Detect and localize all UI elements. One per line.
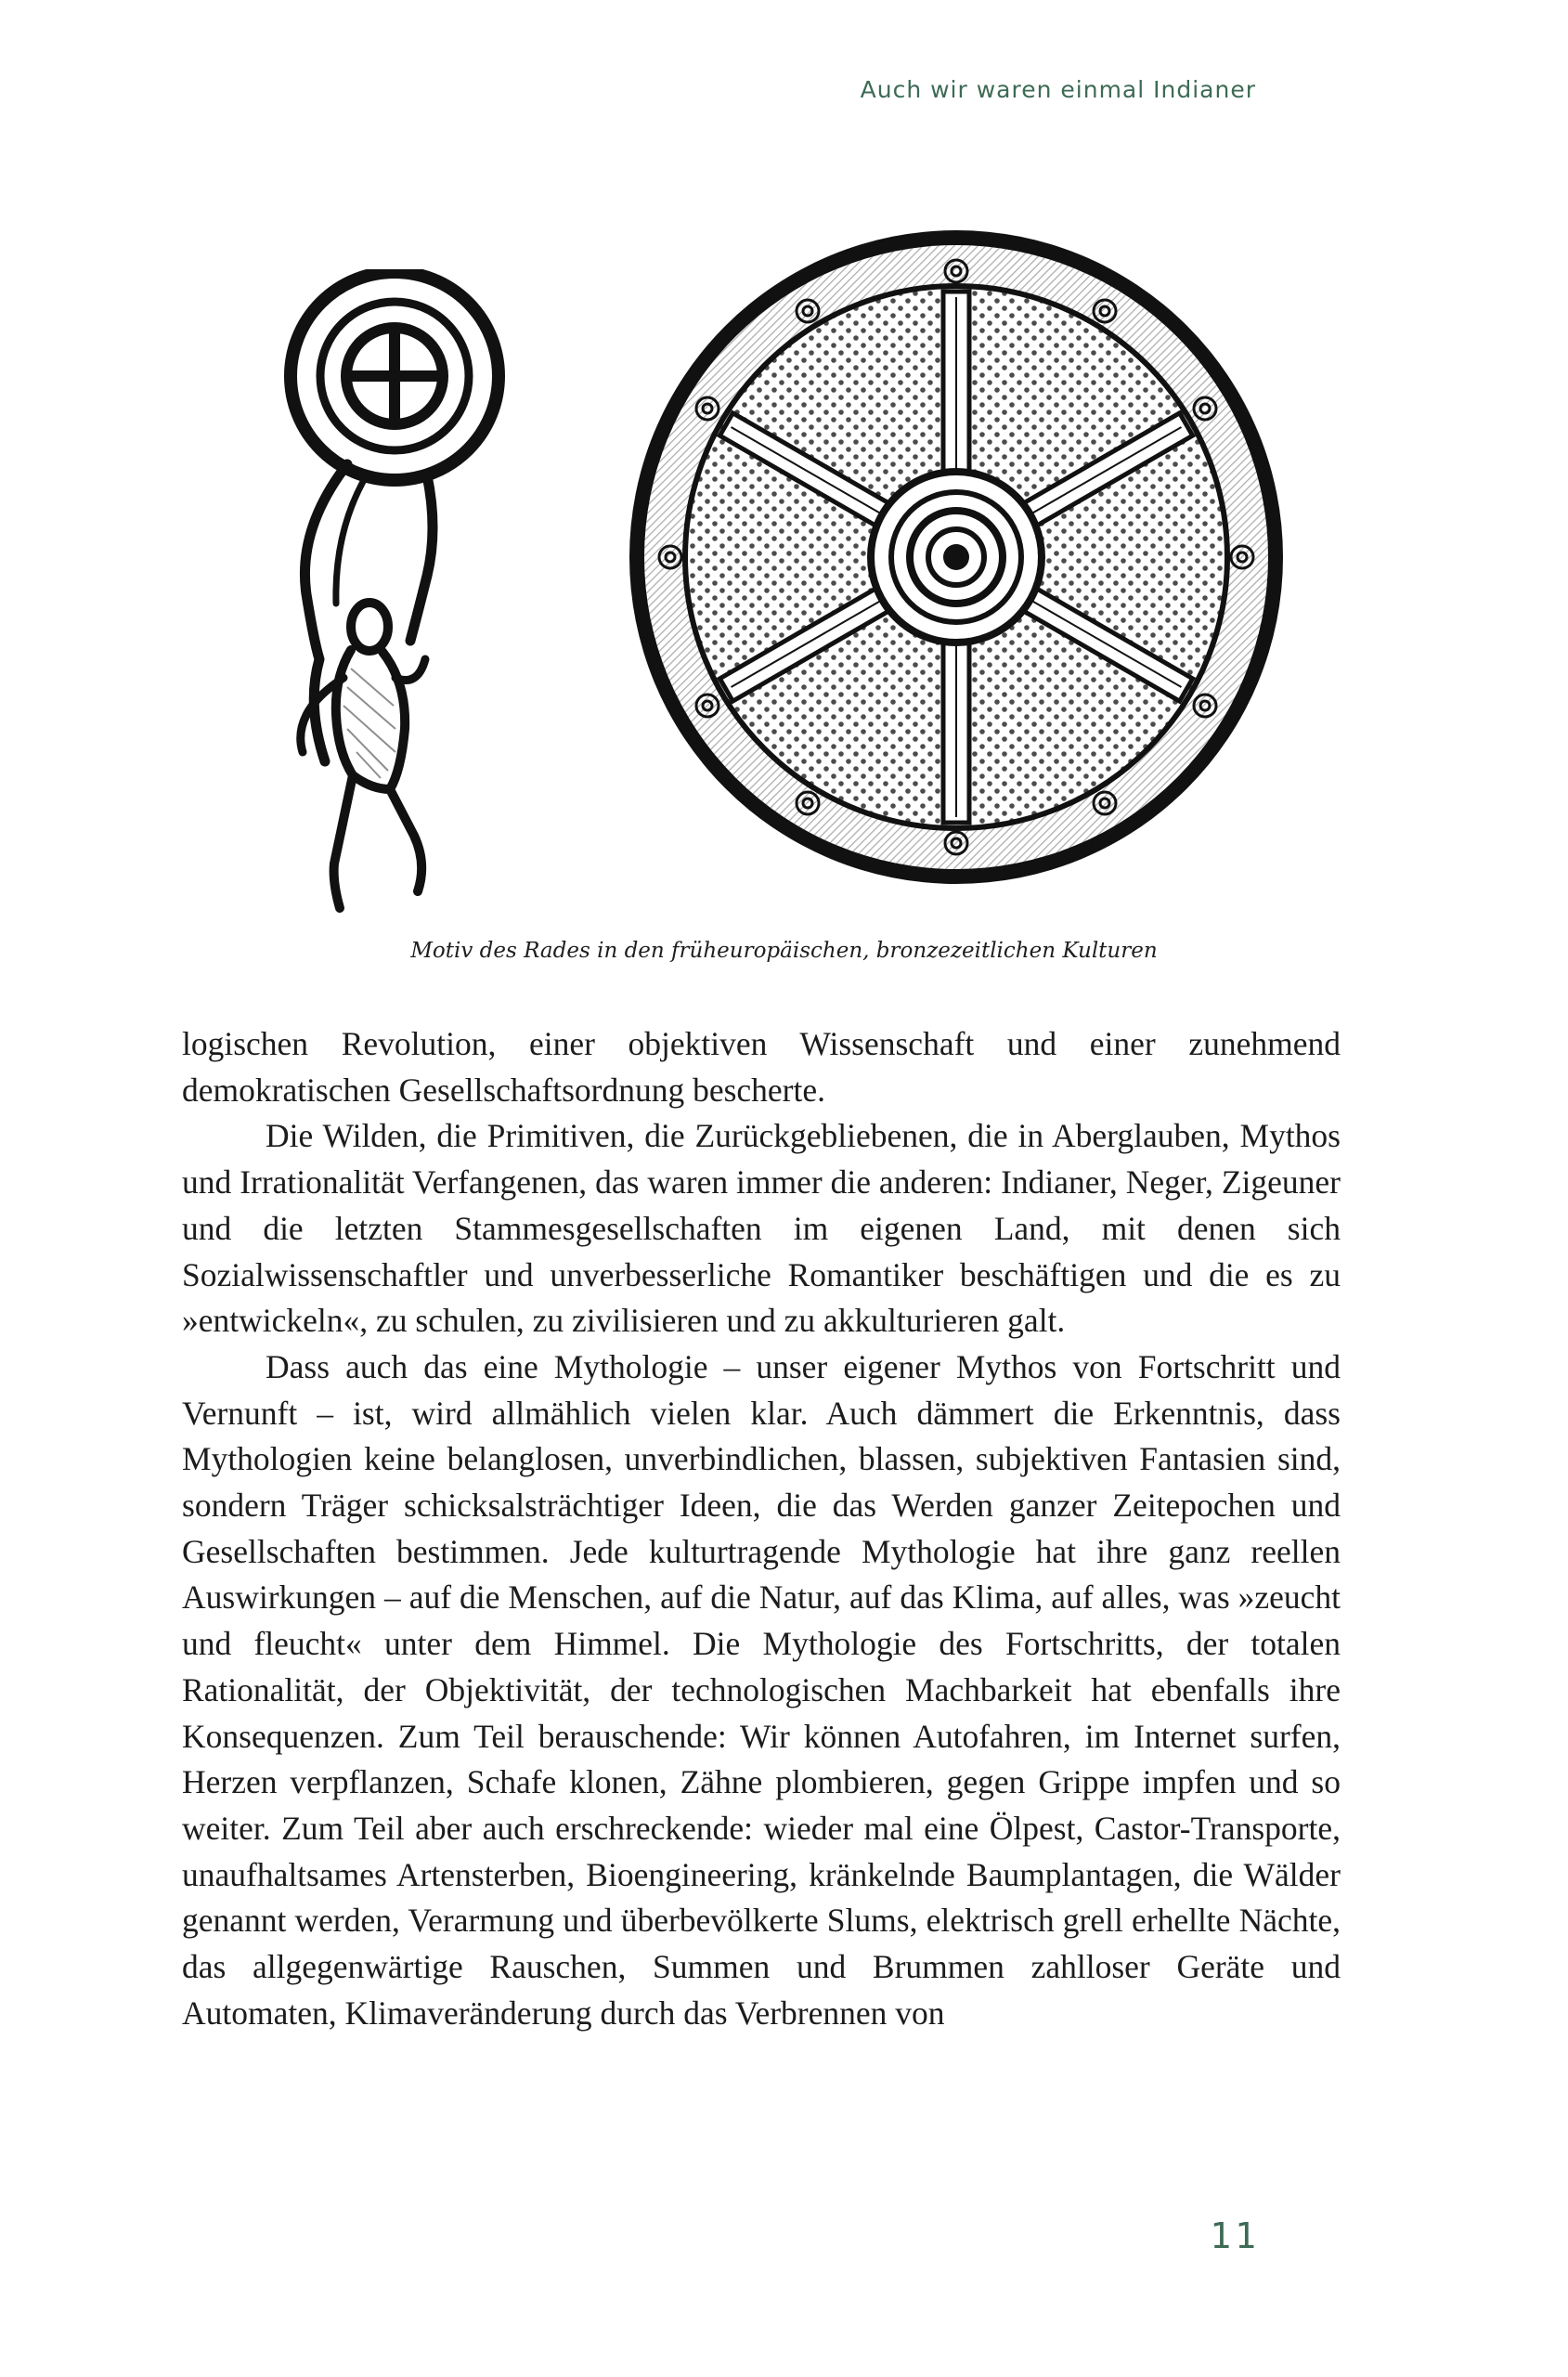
paragraph: logischen Revolution, einer objektiven Wissenschaft und einer zunehmend demokratischen Gesellschaftsordnung bescherte.	[182, 1025, 1341, 1109]
paragraph: Dass auch das eine Mythologie – unser eigener Mythos von Fortschritt und Vernunft – ist, wird allmählich vielen klar. Auch dämmert die Erkenntnis, dass Mythologien keine belanglosen, unverbindlichen, blassen, subjektiven Fantasien sind, sondern Träger schicksalsträchtiger Ideen, die das Werden ganzer Zeitepochen und Gesellschaften bestimmen. Jede kulturtragende Mythologie hat ihre ganz reellen Auswirkungen – auf die Menschen, auf die Natur, auf das Klima, auf alles, was »zeucht und fleucht« unter dem Himmel. Die Mythologie des Fortschritts, der totalen Rationalität, der Objektivität, der technologischen Machbarkeit hat ebenfalls ihre Konsequenzen. Zum Teil berauschende: Wir können Autofahren, im Internet surfen, Herzen verpflanzen, Schafe klonen, Zähne plombieren, gegen Grippe impfen und so weiter. Zum Teil aber auch erschreckende: wieder mal eine Ölpest, Castor-Transporte, unaufhaltsames Artensterben, Bioengineering, kränkelnde Baumplantagen, die Wälder genannt werden, Verarmung und überbevölkerte Slums, elektrisch grell erhellte Nächte, das allgegenwärtige Rauschen, Summen und Brummen zahlloser Geräte und Automaten, Klimaveränderung durch das Verbrennen von	[182, 1347, 1341, 2032]
paragraph: Die Wilden, die Primitiven, die Zurückgebliebenen, die in Aberglauben, Mythos und Irrationalität Verfangenen, das waren immer die anderen: Indianer, Neger, Zigeuner und die letzten Stammesgesellschaften im eigenen Land, mit denen sich Sozialwissenschaftler und unverbesserliche Romantiker beschäftigen und die es zu »entwickeln«, zu schulen, zu zivilisieren und zu akkulturieren galt.	[182, 1117, 1341, 1340]
figure	[0, 0, 1568, 929]
bronze-age-wheel-disc	[622, 223, 1290, 891]
page-number: 11	[1210, 2215, 1260, 2256]
figure-caption: Motiv des Rades in den frühеuropäischen, bronzezeitlichen Kulturen	[410, 939, 1158, 963]
body-text	[182, 1021, 1341, 2036]
running-head: Auch wir waren einmal Indianer	[860, 76, 1256, 103]
petroglyph-wheel-figure	[279, 269, 538, 919]
